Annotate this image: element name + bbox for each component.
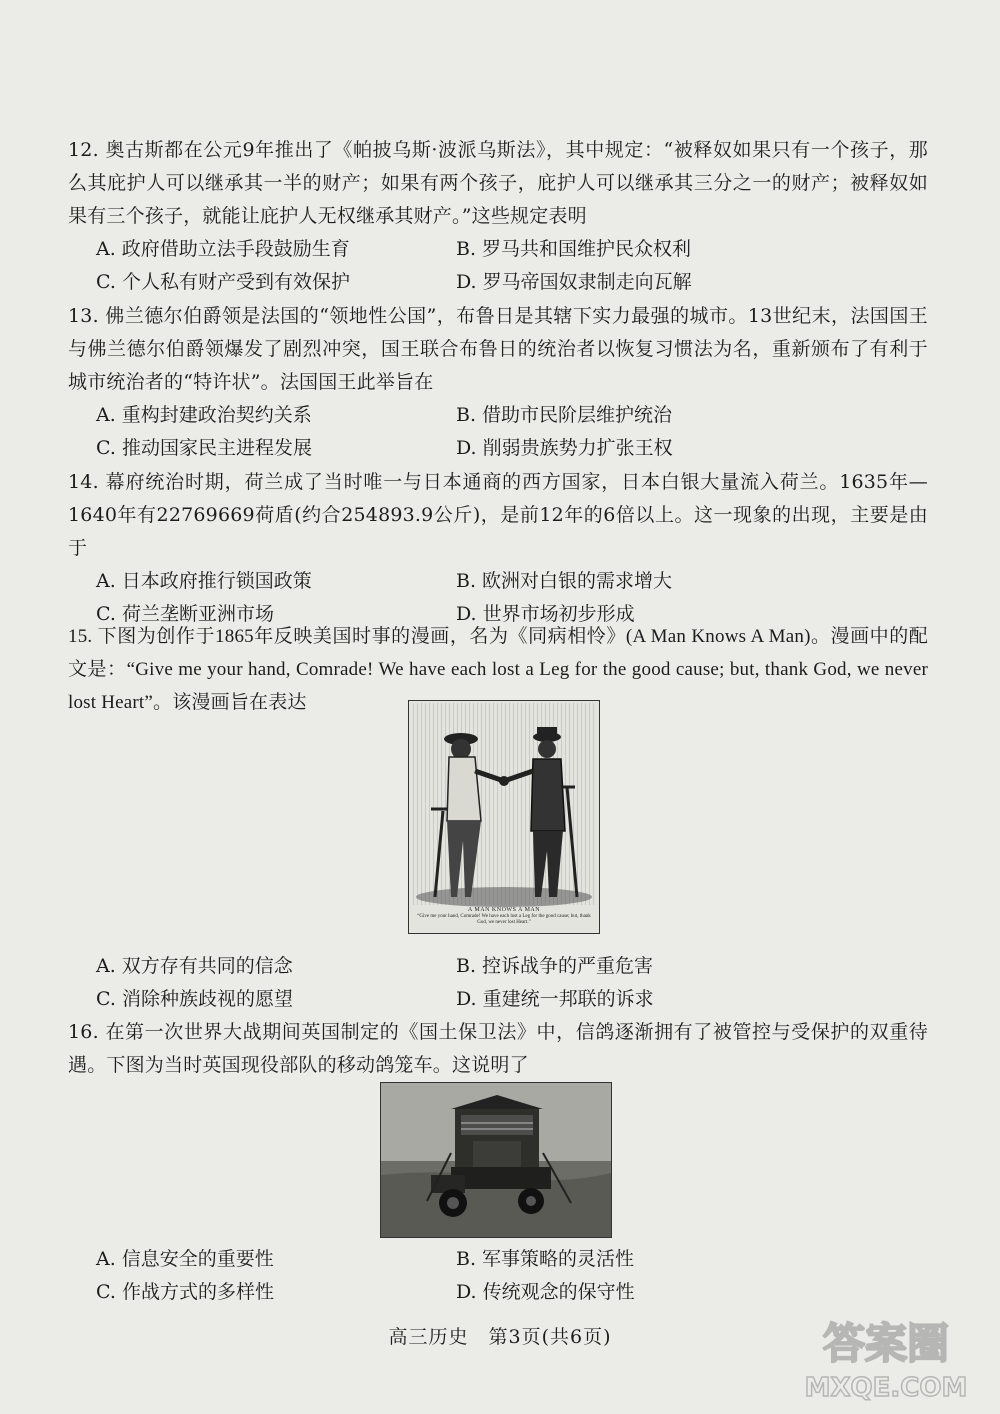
- option-a[interactable]: A. 双方存有共同的信念: [96, 955, 293, 977]
- cartoon-caption-title: A MAN KNOWS A MAN: [467, 907, 541, 913]
- option-c[interactable]: C. 推动国家民主进程发展: [96, 437, 312, 459]
- question-13-stem: 13. 佛兰德尔伯爵领是法国的“领地性公国”，布鲁日是其辖下实力最强的城市。13世纪末，法国国王与佛兰德尔伯爵领爆发了剧烈冲突，国王联合布鲁日的统治者以恢复习惯法为名，重新颁布了有利于城市统治者的“特许状”。法国国王此举旨在: [68, 305, 928, 393]
- question-12-stem: 12. 奥古斯都在公元9年推出了《帕披乌斯·波派乌斯法》，其中规定：“被释奴如果只有一个孩子，那么其庇护人可以继承其一半的财产；如果有两个孩子，庇护人可以继承其三分之一的财产；被释奴如果有三个孩子，就能让庇护人无权继承其财产。”这些规定表明: [68, 139, 928, 227]
- option-a[interactable]: A. 政府借助立法手段鼓励生育: [96, 238, 350, 260]
- cartoon-figure: [408, 700, 600, 934]
- cartoon-caption-text: “Give me your hand, Comrade! We have each lost a Leg for the good cause; but, thank God, we never lost Heart.”: [417, 914, 591, 925]
- option-d[interactable]: D. 罗马帝国奴隶制走向瓦解: [456, 271, 692, 293]
- question-13-options: [96, 399, 928, 465]
- question-15-stem: 15. 下图为创作于1865年反映美国时事的漫画，名为《同病相怜》(A Man Knows A Man)。漫画中的配文是：“Give me your hand, Comrade! We have each lost a Leg for the good cause; but, thank God, we never lost Heart”。该漫画旨在表达: [68, 626, 928, 713]
- question-13: [68, 300, 928, 465]
- watermark-logo: [786, 1308, 986, 1408]
- pigeon-loft-image: [381, 1083, 611, 1237]
- option-d[interactable]: D. 重建统一邦联的诉求: [456, 988, 654, 1010]
- option-a[interactable]: A. 信息安全的重要性: [96, 1248, 274, 1270]
- option-d[interactable]: D. 传统观念的保守性: [456, 1281, 635, 1303]
- question-16-option-block: [68, 1243, 928, 1309]
- question-16-stem: 16. 在第一次世界大战期间英国制定的《国土保卫法》中，信鸽逐渐拥有了被管控与受保护的双重待遇。下图为当时英国现役部队的移动鸽笼车。这说明了: [68, 1021, 928, 1076]
- question-15-option-block: [68, 950, 928, 1016]
- question-16: [68, 1016, 928, 1082]
- cartoon-illustration: [409, 701, 599, 933]
- question-16-options: [96, 1243, 928, 1309]
- option-a[interactable]: A. 重构封建政治契约关系: [96, 404, 312, 426]
- cartoon-caption: [409, 907, 599, 926]
- option-b[interactable]: B. 借助市民阶层维护统治: [456, 404, 673, 426]
- option-b[interactable]: B. 罗马共和国维护民众权利: [456, 238, 692, 260]
- pigeon-loft-photo: [380, 1082, 612, 1238]
- question-12: [68, 134, 928, 299]
- option-c[interactable]: C. 个人私有财产受到有效保护: [96, 271, 350, 293]
- option-b[interactable]: B. 控诉战争的严重危害: [456, 955, 654, 977]
- option-c[interactable]: C. 消除种族歧视的愿望: [96, 988, 293, 1010]
- question-12-options: [96, 233, 928, 299]
- question-14-stem: 14. 幕府统治时期，荷兰成了当时唯一与日本通商的西方国家，日本白银大量流入荷兰。1635年—1640年有22769669荷盾(约合254893.9公斤)，是前12年的6倍以上。这一现象的出现，主要是由于: [68, 471, 928, 559]
- question-15-options: [96, 950, 928, 1016]
- option-d[interactable]: D. 世界市场初步形成: [456, 603, 635, 625]
- watermark-text-en: MXQE.COM: [804, 1373, 968, 1403]
- option-a[interactable]: A. 日本政府推行锁国政策: [96, 570, 312, 592]
- option-c[interactable]: C. 作战方式的多样性: [96, 1281, 274, 1303]
- watermark-text-cn: 答案圈: [822, 1319, 950, 1368]
- option-b[interactable]: B. 欧洲对白银的需求增大: [456, 570, 673, 592]
- question-14: [68, 466, 928, 631]
- option-c[interactable]: C. 荷兰垄断亚洲市场: [96, 603, 274, 625]
- option-b[interactable]: B. 军事策略的灵活性: [456, 1248, 635, 1270]
- page-footer: 高三历史 第3页(共6页): [388, 1326, 612, 1348]
- option-d[interactable]: D. 削弱贵族势力扩张王权: [456, 437, 673, 459]
